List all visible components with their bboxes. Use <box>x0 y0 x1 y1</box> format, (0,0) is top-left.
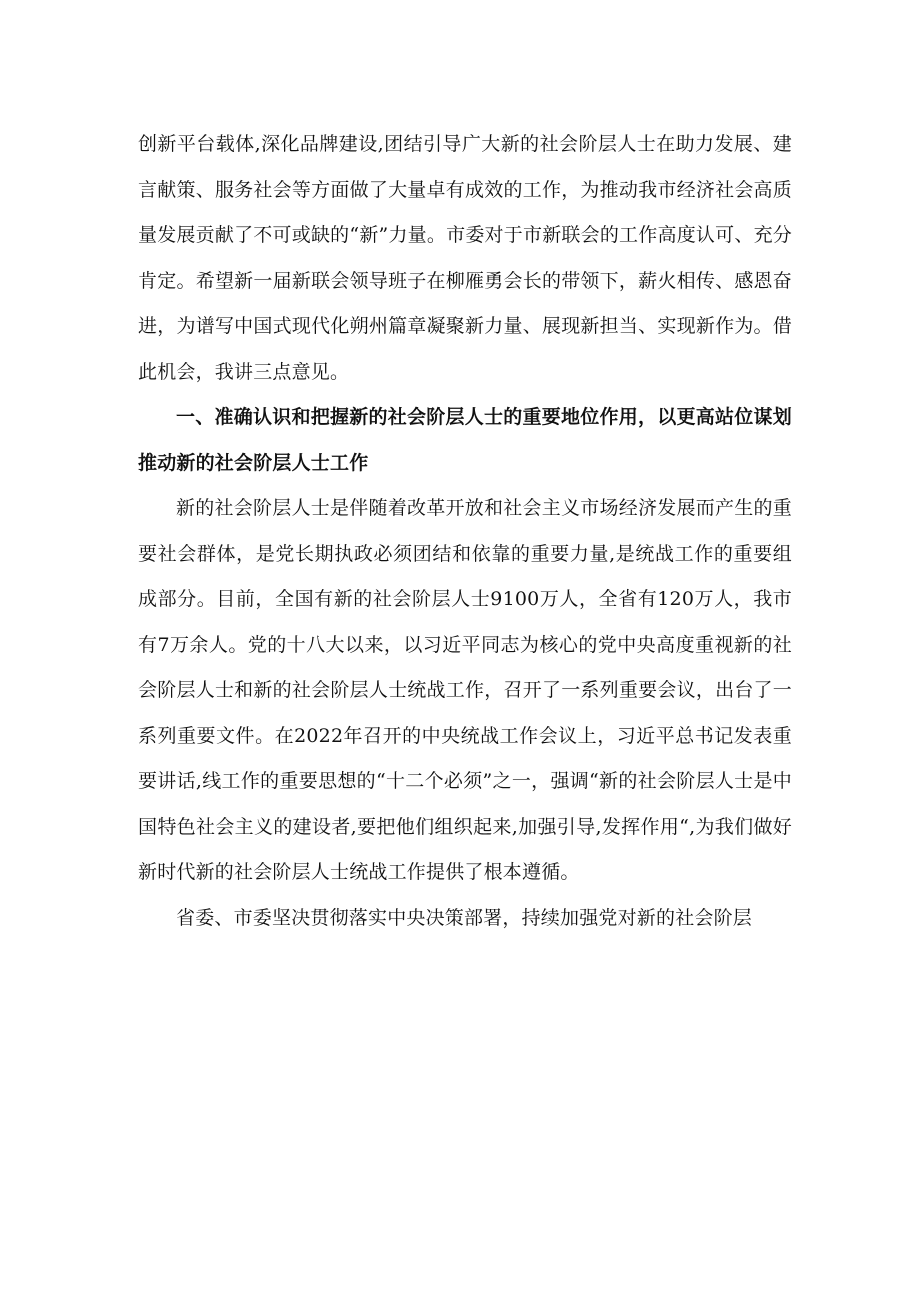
document-body <box>138 122 792 941</box>
section-heading: 一、准确认识和把握新的社会阶层人士的重要地位作用，以更高站位谋划推动新的社会阶层人士工作 <box>138 406 792 474</box>
body-paragraph: 创新平台载体,深化品牌建设,团结引导广大新的社会阶层人士在助力发展、建言献策、服务社会等方面做了大量卓有成效的工作，为推动我市经济社会高质量发展贡献了不可或缺的“新”力量。市委对于市新联会的工作高度认可、充分肯定。希望新一届新联会领导班子在柳雁勇会长的带领下，薪火相传、感恩奋进，为谱写中国式现代化朔州篇章凝聚新力量、展现新担当、实现新作为。借此机会，我讲三点意见。 <box>138 133 792 383</box>
body-paragraph: 新的社会阶层人士是伴随着改革开放和社会主义市场经济发展而产生的重要社会群体，是党长期执政必须团结和依靠的重要力量,是统战工作的重要组成部分。目前，全国有新的社会阶层人士9100万人，全省有120万人，我市有7万余人。党的十八大以来，以习近平同志为核心的党中央高度重视新的社会阶层人士和新的社会阶层人士统战工作，召开了一系列重要会议，出台了一系列重要文件。在2022年召开的中央统战工作会议上，习近平总书记发表重要讲话,线工作的重要思想的“十二个必须”之一，强调“新的社会阶层人士是中国特色社会主义的建设者,要把他们组织起来,加强引导,发挥作用“,为我们做好新时代新的社会阶层人士统战工作提供了根本遵循。 <box>138 497 792 883</box>
body-paragraph: 省委、市委坚决贯彻落实中央决策部署，持续加强党对新的社会阶层 <box>176 906 753 929</box>
